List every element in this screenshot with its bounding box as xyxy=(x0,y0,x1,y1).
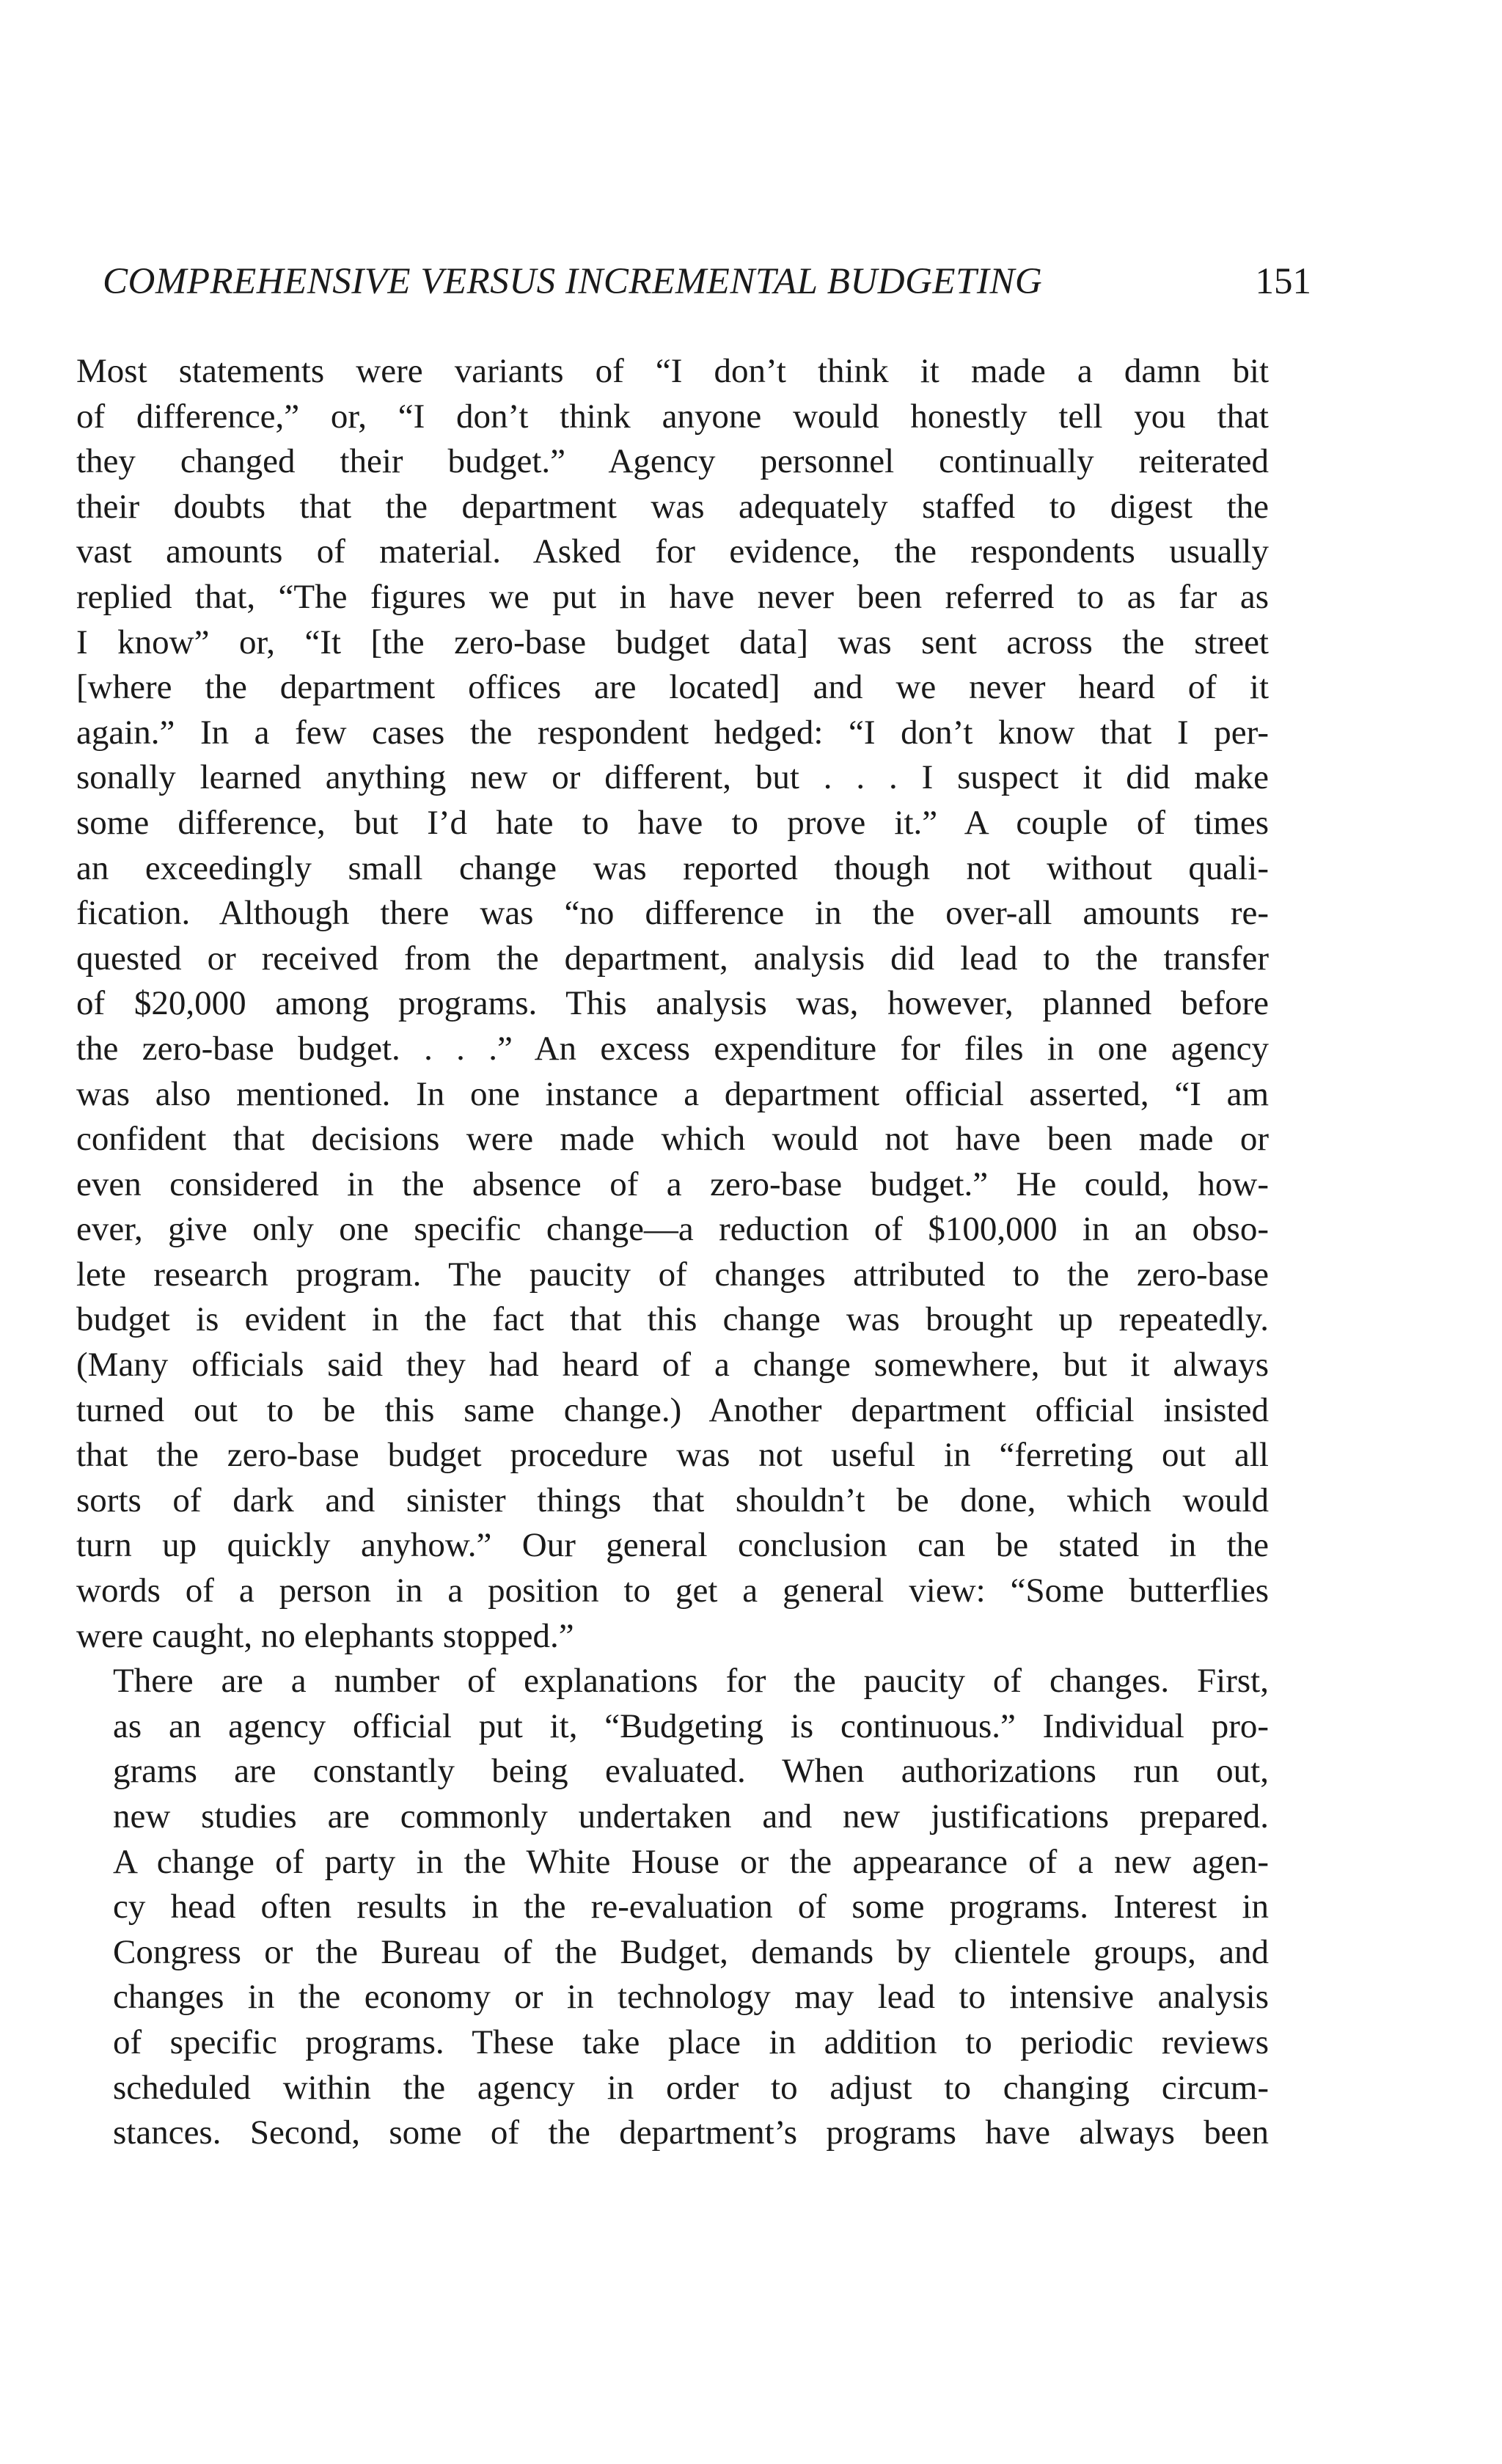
running-head xyxy=(103,258,1311,305)
page-number: 151 xyxy=(1255,261,1311,302)
text-line: replied that, “The figures we put in have never been referred to as far as xyxy=(76,577,1269,616)
text-line: vast amounts of material. Asked for evidence, the respondents usually xyxy=(76,532,1269,571)
text-line: even considered in the absence of a zero-base budget.” He could, how- xyxy=(76,1165,1269,1203)
text-line: turned out to be this same change.) Another department official insisted xyxy=(76,1390,1269,1429)
text-line: some difference, but I’d hate to have to prove it.” A couple of times xyxy=(76,803,1269,842)
text-line: lete research program. The paucity of changes attributed to the zero-base xyxy=(76,1255,1269,1294)
body-text xyxy=(76,349,1269,2156)
text-line: words of a person in a position to get a general view: “Some butterflies xyxy=(76,1572,1269,1610)
text-line: (Many officials said they had heard of a change somewhere, but it always xyxy=(76,1346,1269,1385)
text-line: of specific programs. These take place in addition to periodic reviews xyxy=(113,2023,1269,2061)
text-line: they changed their budget.” Agency personnel continually reiterated xyxy=(76,442,1269,481)
text-line: changes in the economy or in technology may lead to intensive analysis xyxy=(113,1978,1269,2017)
text-line: their doubts that the department was adequately staffed to digest the xyxy=(76,487,1269,526)
running-head-title: COMPREHENSIVE VERSUS INCREMENTAL BUDGETING xyxy=(103,261,1043,302)
text-line: quested or received from the department, analysis did lead to the transfer xyxy=(76,939,1269,978)
text-line: sorts of dark and sinister things that shouldn’t be done, which would xyxy=(76,1481,1269,1519)
text-line: of $20,000 among programs. This analysis was, however, planned before xyxy=(76,984,1269,1023)
text-line: of difference,” or, “I don’t think anyone would honestly tell you that xyxy=(76,397,1269,436)
text-line: fication. Although there was “no difference in the over-all amounts re- xyxy=(76,894,1269,933)
paragraph-2 xyxy=(76,1659,1269,2156)
text-line: There are a number of explanations for the paucity of changes. First, xyxy=(113,1662,1269,1701)
text-line: Most statements were variants of “I don’t think it made a damn bit xyxy=(76,352,1269,390)
text-line: A change of party in the White House or the appearance of a new agen- xyxy=(113,1842,1269,1881)
text-line: that the zero-base budget procedure was not useful in “ferreting out all xyxy=(76,1436,1269,1475)
text-line: as an agency official put it, “Budgeting is continuous.” Individual pro- xyxy=(113,1706,1269,1745)
text-line: new studies are commonly undertaken and new justifications prepared. xyxy=(113,1797,1269,1836)
text-line: sonally learned anything new or different, but . . . I suspect it did make xyxy=(76,758,1269,797)
text-line: was also mentioned. In one instance a department official asserted, “I am xyxy=(76,1074,1269,1113)
text-line: an exceedingly small change was reported though not without quali- xyxy=(76,848,1269,887)
text-line: grams are constantly being evaluated. When authorizations run out, xyxy=(113,1752,1269,1791)
text-line: scheduled within the agency in order to adjust to changing circum- xyxy=(113,2068,1269,2107)
text-line: again.” In a few cases the respondent hedged: “I don’t know that I per- xyxy=(76,713,1269,752)
text-line: turn up quickly anyhow.” Our general conclusion can be stated in the xyxy=(76,1526,1269,1565)
text-line: cy head often results in the re-evaluation of some programs. Interest in xyxy=(113,1888,1269,1926)
paragraph-1 xyxy=(76,349,1269,1659)
text-line: [where the department offices are located] and we never heard of it xyxy=(76,668,1269,707)
text-line: budget is evident in the fact that this change was brought up repeatedly. xyxy=(76,1300,1269,1339)
text-line: Congress or the Bureau of the Budget, demands by clientele groups, and xyxy=(113,1932,1269,1971)
text-line: stances. Second, some of the department’s programs have always been xyxy=(113,2113,1269,2152)
text-line: confident that decisions were made which would not have been made or xyxy=(76,1120,1269,1159)
text-line: the zero-base budget. . . .” An excess expenditure for files in one agency xyxy=(76,1029,1269,1068)
text-line: I know” or, “It [the zero-base budget data] was sent across the street xyxy=(76,623,1269,661)
text-line: ever, give only one specific change—a reduction of $100,000 in an obso- xyxy=(76,1210,1269,1249)
text-line: were caught, no elephants stopped.” xyxy=(76,1616,574,1655)
